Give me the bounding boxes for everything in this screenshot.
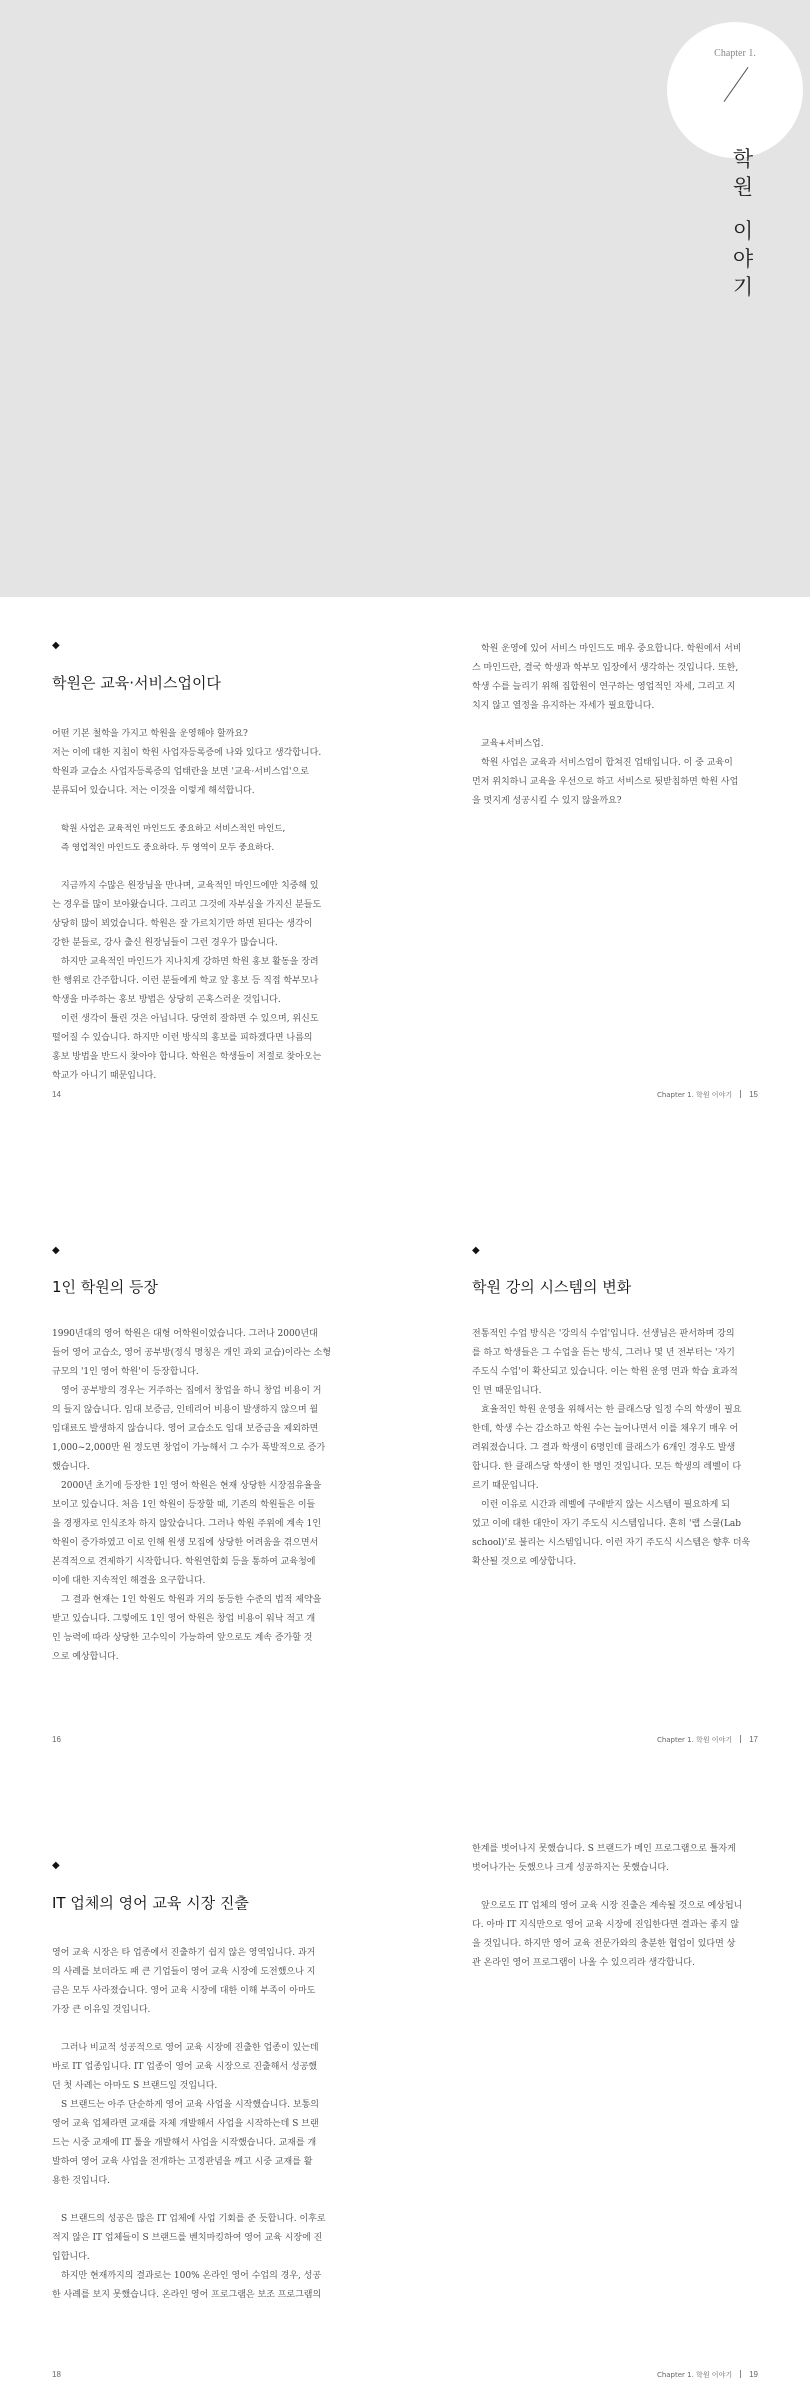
paragraph-line: 합니다. 한 클래스당 학생이 한 명인 것입니다. 모든 학생의 레벨이 다 bbox=[472, 1462, 742, 1472]
paragraph-line: 학원과 교습소 사업자등록증의 업태란을 보면 '교육·서비스업'으로 bbox=[52, 767, 309, 777]
paragraph-line: 그러나 비교적 성공적으로 영어 교육 시장에 진출한 업종이 있는데 bbox=[61, 2043, 319, 2053]
running-head-title: Chapter 1. 학원 이야기 bbox=[656, 2371, 733, 2379]
paragraph-line: 을 경쟁자로 인식조차 하지 않았습니다. 그러나 학원 주위에 계속 1인 bbox=[52, 1519, 322, 1529]
paragraph-line: 발하여 영어 교육 사업을 전개하는 고정관념을 깨고 시중 교재를 활 bbox=[52, 2157, 313, 2167]
paragraph-line: 는 경우를 많이 보아왔습니다. 그리고 그것에 자부심을 가지신 분들도 bbox=[52, 900, 322, 910]
paragraph-line: 앞으로도 IT 업체의 영어 교육 시장 진출은 계속될 것으로 예상됩니 bbox=[481, 1901, 743, 1911]
diamond-icon: ◆ bbox=[52, 640, 60, 651]
section-title: 학원 강의 시스템의 변화 bbox=[472, 1278, 632, 1296]
paragraph-line: 영어 교육 시장은 타 업종에서 진출하기 쉽지 않은 영역입니다. 과거 bbox=[52, 1948, 316, 1958]
paragraph-line: S 브랜드는 아주 단순하게 영어 교육 사업을 시작했습니다. 보통의 bbox=[61, 2100, 319, 2110]
paragraph-line: 상당히 많이 뵈었습니다. 학원은 잘 가르치기만 하면 된다는 생각이 bbox=[52, 919, 313, 929]
quote-line: 즉 영업적인 마인드도 중요하다. 두 영역이 모두 중요하다. bbox=[61, 843, 275, 853]
section-title: 1인 학원의 등장 bbox=[52, 1278, 159, 1296]
paragraph-line: 강한 분들로, 강사 출신 원장님들이 그런 경우가 많습니다. bbox=[52, 938, 278, 948]
paragraph-line: 저는 이에 대한 지침이 학원 사업자등록증에 나와 있다고 생각합니다. bbox=[52, 748, 322, 758]
pull-quote bbox=[52, 820, 352, 858]
paragraph-line: 스 마인드란, 결국 학생과 학부모 입장에서 생각하는 것입니다. 또한, bbox=[472, 663, 739, 673]
paragraph-line: 확산될 것으로 예상합니다. bbox=[472, 1557, 577, 1567]
chapter-header bbox=[0, 0, 810, 597]
paragraph-line: 었고 이에 대한 대안이 자기 주도식 시스템입니다. 흔히 '랩 스쿨(Lab bbox=[472, 1519, 742, 1529]
paragraph-line: 떨어질 수 있습니다. 하지만 이런 방식의 홍보를 피하겠다면 나름의 bbox=[52, 1033, 313, 1043]
running-head-title: Chapter 1. 학원 이야기 bbox=[656, 1091, 733, 1099]
chapter-title-char: 원 bbox=[732, 175, 754, 199]
paragraph-line: 다. 아마 IT 지식만으로 영어 교육 시장에 진입한다면 결과는 좋지 않 bbox=[472, 1920, 740, 1930]
chapter-title-char: 야 bbox=[732, 247, 754, 271]
paragraph-line: 학생 수를 늘리기 위해 집합원이 연구하는 영업적인 자세, 그리고 지 bbox=[472, 682, 736, 692]
paragraph-line: 금은 모두 사라졌습니다. 영어 교육 시장에 대한 이해 부족이 아마도 bbox=[52, 1986, 316, 1996]
paragraph-line: S 브랜드의 성공은 많은 IT 업체에 사업 기회를 준 듯합니다. 이후로 bbox=[61, 2214, 326, 2224]
running-head bbox=[657, 1090, 758, 1100]
paragraph-line: 임대료도 발생하지 않습니다. 영어 교습소도 임대 보증금을 제외하면 bbox=[52, 1424, 319, 1434]
paragraph-line: 받고 있습니다. 그렇에도 1인 영어 학원은 창업 비용이 워낙 적고 개 bbox=[52, 1614, 316, 1624]
page-number: 16 bbox=[52, 1735, 61, 1744]
paragraph-line: 학원이 증가하였고 이로 인해 원생 모집에 상당한 어려움을 겪으면서 bbox=[52, 1538, 319, 1548]
paragraph-line: 들어 영어 교습소, 영어 공부방(정식 명칭은 개인 과외 교습)이라는 소형 bbox=[52, 1348, 332, 1358]
page-17-body bbox=[472, 1325, 772, 1572]
paragraph-line: 교육+서비스업. bbox=[481, 739, 544, 749]
paragraph-line: 영어 공부방의 경우는 거주하는 집에서 창업을 하니 창업 비용이 거 bbox=[61, 1386, 322, 1396]
running-head bbox=[657, 1735, 758, 1745]
paragraph-line: 보이고 있습니다. 처음 1인 학원이 등장할 때, 기존의 학원들은 이들 bbox=[52, 1500, 316, 1510]
page-number: 14 bbox=[52, 1090, 61, 1099]
diamond-icon: ◆ bbox=[472, 1245, 480, 1256]
paragraph-line: 를 하고 학생들은 그 수업을 듣는 방식, 그러나 몇 년 전부터는 '자기 bbox=[472, 1348, 735, 1358]
chapter-badge bbox=[667, 22, 803, 158]
page-18-body bbox=[52, 1944, 352, 2305]
paragraph-line: 을 것입니다. 하지만 영어 교육 전문가와의 충분한 협업이 있다면 상 bbox=[472, 1939, 736, 1949]
paragraph-line: 학원 사업은 교육과 서비스업이 합쳐진 업태입니다. 이 중 교육이 bbox=[481, 758, 733, 768]
paragraph-line: 하지만 교육적인 마인드가 지나치게 강하면 학원 홍보 활동을 장려 bbox=[61, 957, 319, 967]
paragraph-line: 으로 예상합니다. bbox=[52, 1652, 119, 1662]
paragraph-line: 르기 때문입니다. bbox=[472, 1481, 539, 1491]
paragraph-line: 가장 큰 이유일 것입니다. bbox=[52, 2005, 151, 2015]
paragraph-line: 을 멋지게 성공시킬 수 있지 않을까요? bbox=[472, 796, 622, 806]
paragraph-line: 했습니다. bbox=[52, 1462, 90, 1472]
paragraph-line: 이런 이유로 시간과 레벨에 구애받지 않는 시스템이 필요하게 되 bbox=[481, 1500, 730, 1510]
paragraph-line: 주도식 수업'이 확산되고 있습니다. 이는 학원 운영 면과 학습 효과적 bbox=[472, 1367, 738, 1377]
page-number: 19 bbox=[749, 2370, 758, 2379]
paragraph-line: 규모의 '1인 영어 학원'이 등장합니다. bbox=[52, 1367, 199, 1377]
paragraph-line: 이에 대한 지속적인 해결을 요구합니다. bbox=[52, 1576, 206, 1586]
paragraph-line: 치지 않고 열정을 유지하는 자세가 필요합니다. bbox=[472, 701, 655, 711]
paragraph-line: 벗어나가는 듯했으나 크게 성공하지는 못했습니다. bbox=[472, 1863, 669, 1873]
paragraph-line: 관 온라인 영어 프로그램이 나올 수 있으리라 생각합니다. bbox=[472, 1958, 695, 1968]
paragraph-line: 용한 것입니다. bbox=[52, 2176, 110, 2186]
paragraph-line: 의 사례를 보더라도 패 큰 기업들이 영어 교육 시장에 도전했으나 지 bbox=[52, 1967, 316, 1977]
paragraph-line: 학원 운영에 있어 서비스 마인드도 매우 중요합니다. 학원에서 서비 bbox=[481, 644, 742, 654]
paragraph-line: 어떤 기본 철학을 가지고 학원을 운영해야 할까요? bbox=[52, 729, 248, 739]
chapter-title-char: 이 bbox=[732, 219, 754, 243]
paragraph-line: 효율적인 학원 운영을 위해서는 한 클래스당 일정 수의 학생이 필요 bbox=[481, 1405, 742, 1415]
paragraph-line: 지금까지 수많은 원장님을 만나며, 교육적인 마인드에만 치중해 있 bbox=[61, 881, 319, 891]
paragraph-line: 학생을 마주하는 홍보 방법은 상당히 곤혹스러운 것입니다. bbox=[52, 995, 281, 1005]
paragraph-line: 이런 생각이 틀린 것은 아닙니다. 당연히 잘하면 수 있으며, 위신도 bbox=[61, 1014, 319, 1024]
paragraph-line: 인 능력에 따라 상당한 고수익이 가능하여 앞으로도 계속 증가할 것 bbox=[52, 1633, 313, 1643]
paragraph-line: 학교가 아니기 때문입니다. bbox=[52, 1071, 157, 1081]
paragraph-line: 하지만 현재까지의 결과로는 100% 온라인 영어 수업의 경우, 성공 bbox=[61, 2271, 322, 2281]
chapter-title-char: 학 bbox=[732, 147, 754, 171]
section-title: IT 업체의 영어 교육 시장 진출 bbox=[52, 1894, 249, 1912]
paragraph-line: 인 면 때문입니다. bbox=[472, 1386, 542, 1396]
paragraph-line: 한계를 벗어나지 못했습니다. S 브랜드가 메인 프로그램으로 틀자게 bbox=[472, 1844, 736, 1854]
diamond-icon: ◆ bbox=[52, 1245, 60, 1256]
page-19-body bbox=[472, 1840, 772, 1973]
paragraph-line: 영어 교육 업체라면 교재를 자체 개발해서 사업을 시작하는데 S 브랜 bbox=[52, 2119, 319, 2129]
paragraph-line: 1,000~2,000만 원 정도면 창업이 가능해서 그 수가 폭발적으로 증가 bbox=[52, 1443, 326, 1453]
page-15-body bbox=[472, 640, 772, 811]
paragraph-line: 의 들지 않습니다. 임대 보증금, 인테리어 비용이 발생하지 않으며 월 bbox=[52, 1405, 319, 1415]
chapter-title-char: 기 bbox=[732, 275, 754, 299]
paragraph-line: 전통적인 수업 방식은 '강의식 수업'입니다. 선생님은 판서하며 강의 bbox=[472, 1329, 735, 1339]
page-14-body bbox=[52, 725, 352, 1086]
page-16-body bbox=[52, 1325, 352, 1667]
slash-decoration bbox=[724, 67, 749, 102]
section-title: 학원은 교육·서비스업이다 bbox=[52, 674, 221, 692]
paragraph-line: 본격적으로 견제하기 시작합니다. 학원연합회 등을 통하여 교육청에 bbox=[52, 1557, 316, 1567]
chapter-title bbox=[728, 145, 758, 301]
paragraph-line: 홍보 방법을 반드시 찾아야 합니다. 학원은 학생들이 저절로 찾아오는 bbox=[52, 1052, 322, 1062]
diamond-icon: ◆ bbox=[52, 1860, 60, 1871]
quote-line: 학원 사업은 교육적인 마인드도 중요하고 서비스적인 마인드, bbox=[61, 824, 286, 834]
page-number: 18 bbox=[52, 2370, 61, 2379]
paragraph-line: 입합니다. bbox=[52, 2252, 90, 2262]
paragraph-line: 한 행위로 간주합니다. 이런 분들에게 학교 앞 홍보 등 직접 학부모나 bbox=[52, 976, 319, 986]
paragraph-line: 분류되어 있습니다. 저는 이것을 이렇게 해석합니다. bbox=[52, 786, 255, 796]
running-head bbox=[657, 2370, 758, 2380]
chapter-label: Chapter 1. bbox=[714, 48, 756, 59]
paragraph-line: 한데, 학생 수는 감소하고 학원 수는 늘어나면서 이를 채우기 매우 어 bbox=[472, 1424, 739, 1434]
running-head-title: Chapter 1. 학원 이야기 bbox=[656, 1736, 733, 1744]
page-number: 17 bbox=[749, 1735, 758, 1744]
paragraph-line: 적지 않은 IT 업체들이 S 브랜드를 벤치마킹하여 영어 교육 시장에 진 bbox=[52, 2233, 323, 2243]
paragraph-line: 2000년 초기에 등장한 1인 영어 학원은 현재 상당한 시장점유율을 bbox=[61, 1481, 322, 1491]
paragraph-line: 려워졌습니다. 그 결과 학생이 6명인데 클래스가 6개인 경우도 발생 bbox=[472, 1443, 736, 1453]
paragraph-line: 드는 시중 교재에 IT 툴을 개발해서 사업을 시작했습니다. 교재를 개 bbox=[52, 2138, 317, 2148]
paragraph-line: school)'로 불리는 시스템입니다. 이런 자기 주도식 시스템은 향후 더욱 bbox=[472, 1538, 751, 1548]
paragraph-line: 던 첫 사례는 아마도 S 브랜드일 것입니다. bbox=[52, 2081, 218, 2091]
paragraph-line: 바로 IT 업종입니다. IT 업종이 영어 교육 시장으로 진출해서 성공했 bbox=[52, 2062, 318, 2072]
paragraph-line: 먼저 위치하니 교육을 우선으로 하고 서비스로 뒷받침하면 학원 사업 bbox=[472, 777, 739, 787]
paragraph-line: 1990년대의 영어 학원은 대형 어학원이었습니다. 그러나 2000년대 bbox=[52, 1329, 318, 1339]
paragraph-line: 그 결과 현재는 1인 학원도 학원과 거의 동등한 수준의 법적 제약을 bbox=[61, 1595, 322, 1605]
paragraph-line: 한 사례를 보지 못했습니다. 온라인 영어 프로그램은 보조 프로그램의 bbox=[52, 2290, 322, 2300]
page-number: 15 bbox=[749, 1090, 758, 1099]
